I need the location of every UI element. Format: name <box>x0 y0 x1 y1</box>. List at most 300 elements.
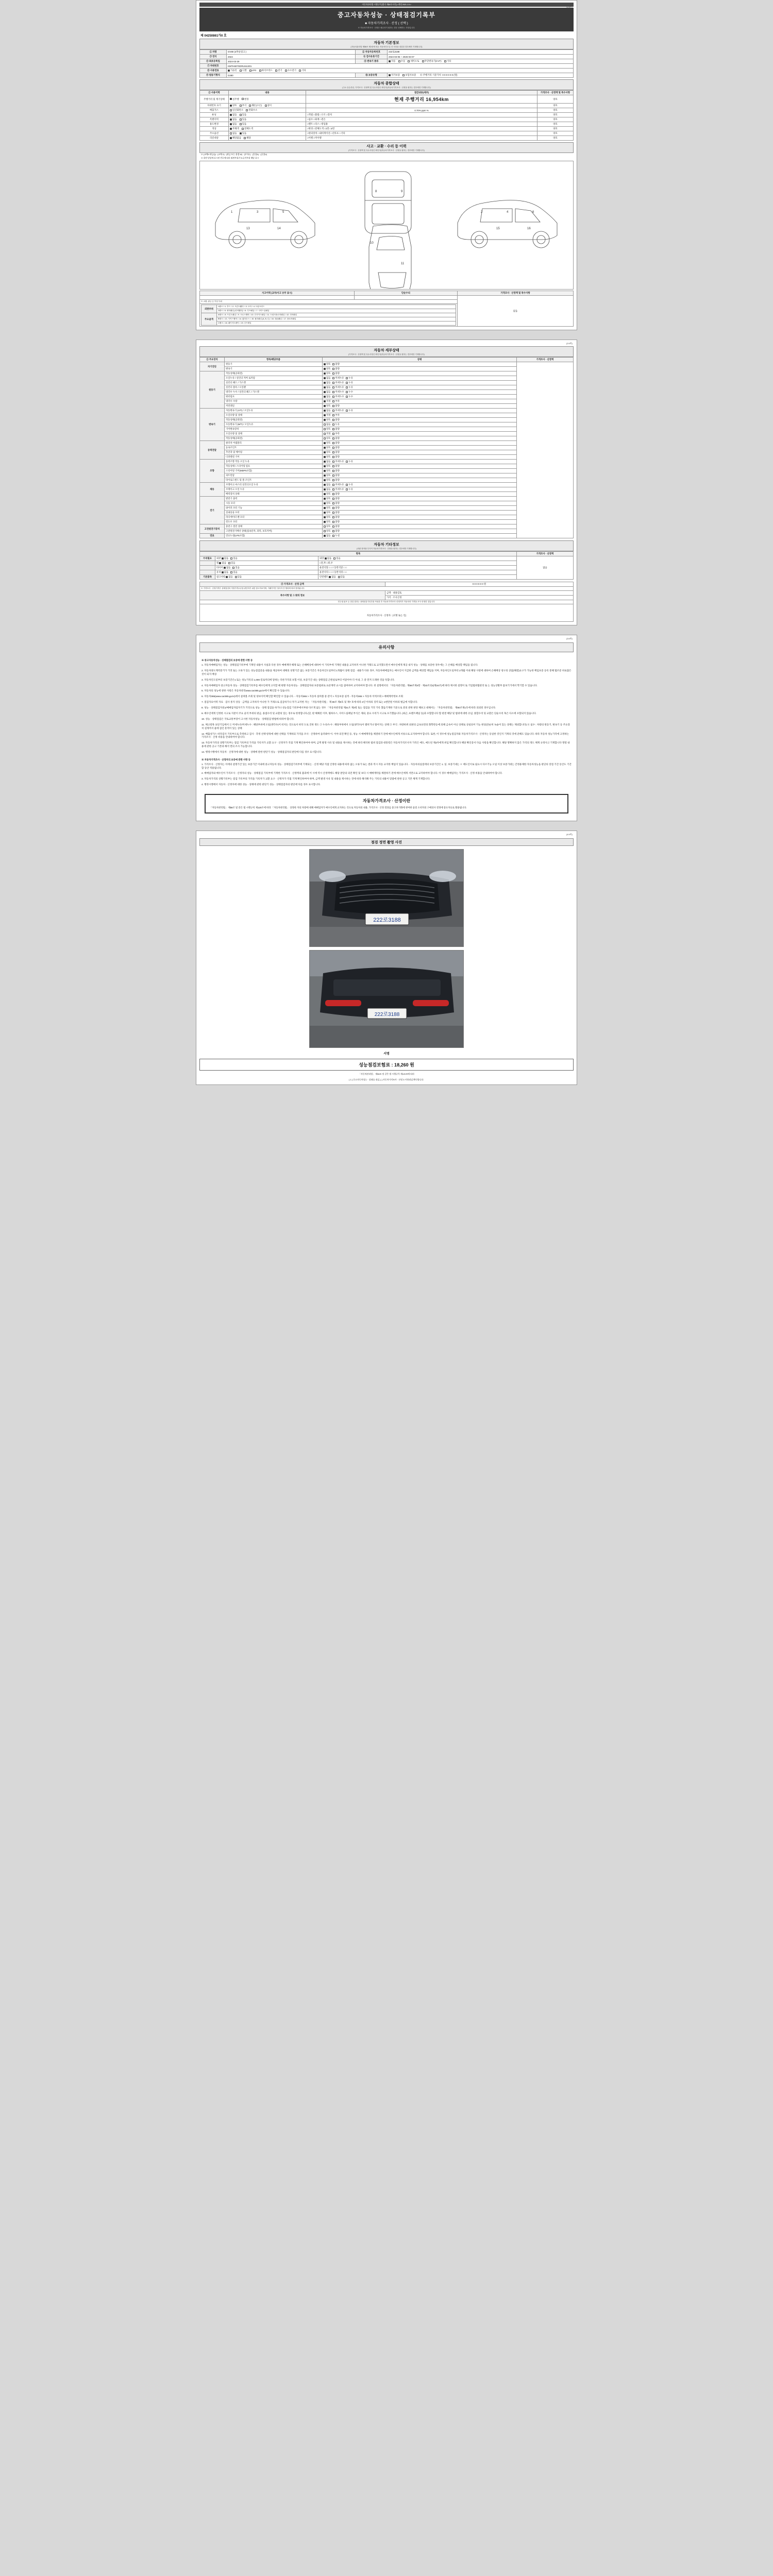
checkbox-icon[interactable] <box>389 60 391 62</box>
option-yes[interactable] <box>240 132 246 135</box>
checkbox-icon[interactable] <box>332 507 334 509</box>
option-0[interactable] <box>324 363 330 366</box>
device-state-options[interactable] <box>323 529 517 534</box>
fuel-diesel[interactable] <box>240 69 246 72</box>
device-state-options[interactable] <box>323 441 517 446</box>
option-0[interactable] <box>324 506 330 510</box>
option-changed[interactable] <box>242 98 248 101</box>
checkbox-icon[interactable] <box>332 451 334 453</box>
option-different[interactable] <box>265 104 272 107</box>
option-1[interactable] <box>332 460 344 463</box>
device-state-options[interactable] <box>323 413 517 418</box>
checkbox-icon[interactable] <box>324 488 326 490</box>
row-options[interactable] <box>229 108 306 113</box>
option-0[interactable] <box>324 497 330 500</box>
checkbox-icon[interactable] <box>240 123 242 125</box>
option-1[interactable] <box>332 414 339 417</box>
option-1[interactable] <box>332 488 344 491</box>
option-1[interactable] <box>332 451 339 454</box>
option-1[interactable] <box>332 516 339 519</box>
option-1[interactable] <box>332 432 339 435</box>
checkbox-icon[interactable] <box>324 484 326 486</box>
checkbox-icon[interactable] <box>324 386 326 388</box>
checkbox-icon[interactable] <box>228 562 230 564</box>
checkbox-icon[interactable] <box>240 70 242 72</box>
device-state-options[interactable] <box>323 524 517 529</box>
photo-front[interactable] <box>309 849 464 947</box>
checkbox-icon[interactable] <box>332 419 334 421</box>
checkbox-icon[interactable] <box>299 70 301 72</box>
option-na[interactable] <box>230 137 241 140</box>
device-state-options[interactable] <box>323 399 517 404</box>
option-1[interactable] <box>332 530 339 533</box>
option-1[interactable] <box>332 363 339 366</box>
device-state-options[interactable] <box>323 446 517 450</box>
device-state-options[interactable] <box>323 376 517 381</box>
row-options[interactable] <box>229 113 306 117</box>
option-1[interactable] <box>332 386 344 389</box>
other-row-left[interactable] <box>215 556 318 561</box>
other-row-right[interactable] <box>318 556 517 561</box>
option-0[interactable] <box>324 446 330 449</box>
device-state-options[interactable] <box>323 395 517 399</box>
checkbox-icon[interactable] <box>338 576 340 578</box>
checkbox-icon[interactable] <box>324 502 326 504</box>
row-options[interactable] <box>229 122 306 127</box>
option-1[interactable] <box>332 377 344 380</box>
option-0[interactable] <box>324 377 330 380</box>
device-state-options[interactable] <box>323 409 517 413</box>
checkbox-icon[interactable] <box>333 557 335 560</box>
option-1[interactable] <box>232 566 239 569</box>
option-1[interactable] <box>230 571 237 574</box>
device-state-options[interactable] <box>323 404 517 409</box>
device-state-options[interactable] <box>323 418 517 422</box>
device-state-options[interactable] <box>323 390 517 395</box>
checkbox-icon[interactable] <box>332 479 334 481</box>
option-0[interactable] <box>324 455 330 459</box>
option-0[interactable] <box>324 386 330 389</box>
checkbox-icon[interactable] <box>246 109 248 111</box>
device-state-options[interactable] <box>323 478 517 483</box>
option-1[interactable] <box>332 502 339 505</box>
option-0[interactable] <box>324 418 330 421</box>
device-state-options[interactable] <box>323 422 517 427</box>
checkbox-icon[interactable] <box>230 132 232 134</box>
option-0[interactable] <box>226 575 232 579</box>
option-0[interactable] <box>324 367 330 370</box>
checkbox-icon[interactable] <box>275 70 277 72</box>
option-actual[interactable] <box>230 98 239 101</box>
checkbox-icon[interactable] <box>332 535 334 537</box>
checkbox-icon[interactable] <box>346 391 348 393</box>
device-state-options[interactable] <box>323 464 517 469</box>
option-1[interactable] <box>332 511 339 514</box>
checkbox-icon[interactable] <box>332 382 334 384</box>
checkbox-icon[interactable] <box>332 433 334 435</box>
checkbox-icon[interactable] <box>332 512 334 514</box>
checkbox-icon[interactable] <box>324 474 326 477</box>
checkbox-icon[interactable] <box>325 557 327 560</box>
checkbox-icon[interactable] <box>332 405 334 407</box>
option-1[interactable] <box>332 437 339 440</box>
option-good[interactable] <box>230 104 237 107</box>
checkbox-icon[interactable] <box>324 465 326 467</box>
option-co[interactable] <box>230 109 243 112</box>
checkbox-icon[interactable] <box>230 123 232 125</box>
checkbox-icon[interactable] <box>324 391 326 393</box>
option-1[interactable] <box>332 400 339 403</box>
other-row-left[interactable] <box>215 561 318 566</box>
option-0[interactable] <box>324 428 330 431</box>
device-state-options[interactable] <box>323 487 517 492</box>
option-yes[interactable] <box>240 118 246 121</box>
warranty-options[interactable] <box>388 73 574 78</box>
option-1[interactable] <box>332 469 339 472</box>
fuel-hybrid[interactable] <box>259 69 273 72</box>
checkbox-icon[interactable] <box>222 571 224 573</box>
checkbox-icon[interactable] <box>332 447 334 449</box>
checkbox-icon[interactable] <box>324 382 326 384</box>
option-1[interactable] <box>332 442 339 445</box>
checkbox-icon[interactable] <box>402 74 405 76</box>
checkbox-icon[interactable] <box>235 576 237 578</box>
checkbox-icon[interactable] <box>324 516 326 518</box>
checkbox-icon[interactable] <box>230 114 232 116</box>
other-row-right[interactable] <box>318 570 517 575</box>
option-0[interactable] <box>324 502 330 505</box>
option-2[interactable] <box>346 381 352 384</box>
option-1[interactable] <box>332 391 344 394</box>
option-0[interactable] <box>324 404 330 408</box>
option-1[interactable] <box>332 395 344 398</box>
device-state-options[interactable] <box>323 534 517 538</box>
checkbox-icon[interactable] <box>332 396 334 398</box>
checkbox-icon[interactable] <box>408 60 410 62</box>
checkbox-icon[interactable] <box>324 493 326 495</box>
option-2[interactable] <box>346 409 352 412</box>
option-1[interactable] <box>332 372 339 375</box>
option-1[interactable] <box>230 557 237 560</box>
checkbox-icon[interactable] <box>332 502 334 504</box>
checkbox-icon[interactable] <box>324 451 326 453</box>
option-1[interactable] <box>332 409 344 412</box>
option-none[interactable] <box>230 113 237 116</box>
checkbox-icon[interactable] <box>324 479 326 481</box>
option-1[interactable] <box>332 474 339 477</box>
option-0[interactable] <box>324 516 330 519</box>
other-row-left[interactable] <box>215 570 318 575</box>
checkbox-icon[interactable] <box>285 70 287 72</box>
other-row-right[interactable] <box>318 561 517 566</box>
option-1[interactable] <box>332 455 339 459</box>
checkbox-icon[interactable] <box>240 132 242 134</box>
option-1[interactable] <box>228 562 235 565</box>
device-state-options[interactable] <box>323 473 517 478</box>
checkbox-icon[interactable] <box>230 109 232 111</box>
checkbox-icon[interactable] <box>324 512 326 514</box>
option-1[interactable] <box>332 423 339 426</box>
checkbox-icon[interactable] <box>324 461 326 463</box>
other-row-right[interactable] <box>318 575 517 580</box>
option-0[interactable] <box>324 469 330 472</box>
fuel-hydrogen[interactable] <box>285 69 296 72</box>
checkbox-icon[interactable] <box>332 368 334 370</box>
option-0[interactable] <box>324 395 330 398</box>
option-0[interactable] <box>324 400 330 403</box>
device-state-options[interactable] <box>323 506 517 511</box>
checkbox-icon[interactable] <box>242 98 244 100</box>
option-yes[interactable] <box>240 123 246 126</box>
option-0[interactable] <box>324 423 330 426</box>
option-1[interactable] <box>332 428 339 431</box>
fuel-options[interactable] <box>227 69 574 73</box>
checkbox-icon[interactable] <box>324 470 326 472</box>
checkbox-icon[interactable] <box>324 526 326 528</box>
checkbox-icon[interactable] <box>324 363 326 365</box>
option-0[interactable] <box>324 432 330 435</box>
checkbox-icon[interactable] <box>244 137 246 139</box>
option-0[interactable] <box>324 460 330 463</box>
checkbox-icon[interactable] <box>332 530 334 532</box>
option-1[interactable] <box>332 493 339 496</box>
option-0[interactable] <box>324 437 330 440</box>
fuel-electric[interactable] <box>275 69 282 72</box>
checkbox-icon[interactable] <box>226 576 228 578</box>
option-corrosion[interactable] <box>240 104 246 107</box>
checkbox-icon[interactable] <box>219 562 221 564</box>
option-semiauto[interactable] <box>408 60 419 63</box>
device-state-options[interactable] <box>323 371 517 376</box>
row-options[interactable] <box>229 117 306 122</box>
device-state-options[interactable] <box>323 381 517 385</box>
warranty-self[interactable] <box>389 74 400 77</box>
option-1[interactable] <box>332 404 339 408</box>
checkbox-icon[interactable] <box>332 484 334 486</box>
checkbox-icon[interactable] <box>324 437 326 439</box>
device-state-options[interactable] <box>323 427 517 432</box>
checkbox-icon[interactable] <box>324 414 326 416</box>
device-state-options[interactable] <box>323 515 517 520</box>
checkbox-icon[interactable] <box>324 442 326 444</box>
other-row-left[interactable] <box>215 566 318 570</box>
option-0[interactable] <box>324 483 330 486</box>
option-0[interactable] <box>324 493 330 496</box>
checkbox-icon[interactable] <box>332 521 334 523</box>
checkbox-icon[interactable] <box>332 423 334 426</box>
checkbox-icon[interactable] <box>324 396 326 398</box>
checkbox-icon[interactable] <box>249 70 251 72</box>
option-1[interactable] <box>332 465 339 468</box>
checkbox-icon[interactable] <box>230 105 232 107</box>
option-0[interactable] <box>324 474 330 477</box>
checkbox-icon[interactable] <box>324 498 326 500</box>
checkbox-icon[interactable] <box>332 442 334 444</box>
checkbox-icon[interactable] <box>398 60 400 62</box>
option-2[interactable] <box>346 386 352 389</box>
checkbox-icon[interactable] <box>332 428 334 430</box>
option-manual[interactable] <box>398 60 405 63</box>
option-2[interactable] <box>346 483 352 486</box>
device-state-options[interactable] <box>323 520 517 524</box>
checkbox-icon[interactable] <box>249 105 251 107</box>
device-state-options[interactable] <box>323 483 517 487</box>
row-options[interactable] <box>229 95 306 104</box>
option-1[interactable] <box>332 497 339 500</box>
checkbox-icon[interactable] <box>332 493 334 495</box>
option-0[interactable] <box>324 525 330 528</box>
device-state-options[interactable] <box>323 450 517 455</box>
row-options[interactable] <box>229 136 306 141</box>
option-0[interactable] <box>224 566 230 569</box>
checkbox-icon[interactable] <box>389 74 391 76</box>
checkbox-icon[interactable] <box>324 400 326 402</box>
option-0[interactable] <box>324 414 330 417</box>
device-state-options[interactable] <box>323 497 517 501</box>
option-0[interactable] <box>324 381 330 384</box>
checkbox-icon[interactable] <box>332 465 334 467</box>
checkbox-icon[interactable] <box>332 386 334 388</box>
checkbox-icon[interactable] <box>324 419 326 421</box>
option-cvt[interactable] <box>422 60 442 63</box>
option-2[interactable] <box>346 377 352 380</box>
checkbox-icon[interactable] <box>332 456 334 458</box>
checkbox-icon[interactable] <box>324 447 326 449</box>
option-r0[interactable] <box>325 557 331 560</box>
option-0[interactable] <box>222 571 228 574</box>
option-r1[interactable] <box>333 557 340 560</box>
checkbox-icon[interactable] <box>242 128 244 130</box>
checkbox-icon[interactable] <box>332 372 334 375</box>
checkbox-icon[interactable] <box>232 567 234 569</box>
option-1[interactable] <box>332 520 339 523</box>
checkbox-icon[interactable] <box>346 396 348 398</box>
device-state-options[interactable] <box>323 455 517 460</box>
checkbox-icon[interactable] <box>324 507 326 509</box>
option-0[interactable] <box>324 391 330 394</box>
checkbox-icon[interactable] <box>332 414 334 416</box>
option-0[interactable] <box>324 479 330 482</box>
option-damaged[interactable] <box>249 104 262 107</box>
device-state-options[interactable] <box>323 492 517 497</box>
fuel-lpg[interactable] <box>249 69 257 72</box>
checkbox-icon[interactable] <box>332 498 334 500</box>
option-1[interactable] <box>235 575 242 579</box>
checkbox-icon[interactable] <box>240 105 242 107</box>
checkbox-icon[interactable] <box>324 368 326 370</box>
checkbox-icon[interactable] <box>230 118 232 121</box>
checkbox-icon[interactable] <box>422 60 424 62</box>
option-0[interactable] <box>324 442 330 445</box>
checkbox-icon[interactable] <box>324 535 326 537</box>
option-1[interactable] <box>332 381 344 384</box>
option-0[interactable] <box>324 488 330 491</box>
checkbox-icon[interactable] <box>230 137 232 139</box>
checkbox-icon[interactable] <box>324 456 326 458</box>
checkbox-icon[interactable] <box>230 128 232 130</box>
option-0[interactable] <box>324 530 330 533</box>
checkbox-icon[interactable] <box>444 60 446 62</box>
option-1[interactable] <box>332 367 339 370</box>
device-state-options[interactable] <box>323 385 517 390</box>
option-fullpaint[interactable] <box>242 127 253 130</box>
checkbox-icon[interactable] <box>346 377 348 379</box>
assessor-signature[interactable]: 자동차가격조사 · 산정자 : (서명 또는 인) <box>200 604 574 622</box>
option-2[interactable] <box>346 395 352 398</box>
option-1[interactable] <box>332 479 339 482</box>
checkbox-icon[interactable] <box>230 98 232 100</box>
checkbox-icon[interactable] <box>259 70 261 72</box>
device-state-options[interactable] <box>323 469 517 473</box>
option-1[interactable] <box>332 534 339 537</box>
checkbox-icon[interactable] <box>230 557 232 560</box>
checkbox-icon[interactable] <box>224 567 226 569</box>
checkbox-icon[interactable] <box>329 576 331 578</box>
checkbox-icon[interactable] <box>324 377 326 379</box>
option-0[interactable] <box>219 562 226 565</box>
option-1[interactable] <box>332 525 339 528</box>
checkbox-icon[interactable] <box>332 461 334 463</box>
option-2[interactable] <box>346 488 352 491</box>
option-0[interactable] <box>324 409 330 412</box>
checkbox-icon[interactable] <box>324 530 326 532</box>
checkbox-icon[interactable] <box>240 118 242 121</box>
checkbox-icon[interactable] <box>324 428 326 430</box>
option-r0[interactable] <box>329 575 335 579</box>
device-state-options[interactable] <box>323 362 517 367</box>
option-applicable[interactable] <box>244 137 250 140</box>
checkbox-icon[interactable] <box>228 70 230 72</box>
checkbox-icon[interactable] <box>346 382 348 384</box>
checkbox-icon[interactable] <box>332 470 334 472</box>
row-options[interactable] <box>229 131 306 136</box>
checkbox-icon[interactable] <box>346 461 348 463</box>
option-etc[interactable] <box>444 60 451 63</box>
option-none[interactable] <box>230 118 237 121</box>
warranty-insurer[interactable] <box>402 74 416 77</box>
device-state-options[interactable] <box>323 432 517 436</box>
checkbox-icon[interactable] <box>332 526 334 528</box>
option-0[interactable] <box>324 451 330 454</box>
checkbox-icon[interactable] <box>332 391 334 393</box>
other-row-left[interactable] <box>215 575 318 580</box>
option-0[interactable] <box>324 534 330 537</box>
checkbox-icon[interactable] <box>332 474 334 477</box>
option-2[interactable] <box>346 391 352 394</box>
car-damage-diagram[interactable] <box>199 161 574 290</box>
checkbox-icon[interactable] <box>332 516 334 518</box>
checkbox-icon[interactable] <box>346 484 348 486</box>
checkbox-icon[interactable] <box>324 410 326 412</box>
option-none[interactable] <box>230 132 237 135</box>
other-row-right[interactable] <box>318 566 517 570</box>
option-1[interactable] <box>332 418 339 421</box>
option-1[interactable] <box>332 483 344 486</box>
option-2[interactable] <box>346 460 352 463</box>
checkbox-icon[interactable] <box>332 363 334 365</box>
checkbox-icon[interactable] <box>222 557 224 560</box>
checkbox-icon[interactable] <box>332 488 334 490</box>
checkbox-icon[interactable] <box>346 410 348 412</box>
device-state-options[interactable] <box>323 460 517 464</box>
option-1[interactable] <box>332 446 339 449</box>
checkbox-icon[interactable] <box>324 372 326 375</box>
row-options[interactable] <box>229 127 306 131</box>
fuel-etc[interactable] <box>299 69 306 72</box>
checkbox-icon[interactable] <box>332 437 334 439</box>
checkbox-icon[interactable] <box>324 405 326 407</box>
checkbox-icon[interactable] <box>324 433 326 435</box>
